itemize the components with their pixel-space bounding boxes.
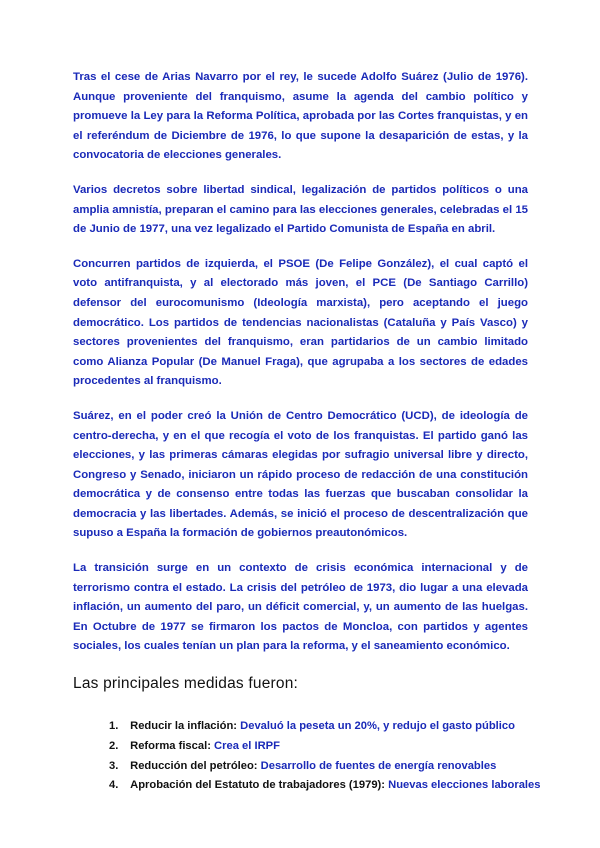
list-item bbox=[109, 757, 528, 777]
list-item-number: 4. bbox=[109, 779, 119, 792]
paragraph-ucd: Suárez, en el poder creó la Unión de Centro Democrático (UCD), de ideología de centro-derecha, y en el que recogía el voto de los franquistas. El partido ganó las elecciones, y las primeras cámaras elegidas por sufragio universal libre y directo, Congreso y Senado, iniciaron un rápido proceso de redacción de una constitución democrática y de consenso entre todas las fuerzas que buscaban consolidar la democracia y las libertades. Además, se inició el proceso de descentralización que supuso a España la formación de gobiernos preautonómicos. bbox=[73, 409, 528, 540]
list-item-number: 3. bbox=[109, 759, 119, 772]
list-item-label: Aprobación del Estatuto de trabajadores (1979): bbox=[130, 779, 385, 792]
list-item bbox=[109, 737, 528, 757]
paragraph-economic-crisis: La transición surge en un contexto de crisis económica internacional y de terrorismo contra el estado. La crisis del petróleo de 1973, dio lugar a una elevada inflación, un aumento del paro, un déficit comercial, y, un aumento de las huelgas. En Octubre de 1977 se firmaron los pactos de Moncloa, con partidos y agentes sociales, los cuales tenían un plan para la reforma, y el saneamiento económico. bbox=[73, 562, 528, 653]
list-item bbox=[109, 717, 528, 737]
list-item-value: Devaluó la peseta un 20%, y redujo el gasto público bbox=[240, 720, 515, 733]
list-item-value: Crea el IRPF bbox=[214, 739, 280, 752]
list-item-number: 1. bbox=[109, 720, 119, 733]
measures-heading: Las principales medidas fueron: bbox=[73, 675, 299, 693]
paragraph-decrees-elections: Varios decretos sobre libertad sindical, legalización de partidos políticos o una amplia amnistía, preparan el camino para las elecciones generales, celebradas el 15 de Junio de 1977, una vez legalizado el Partido Comunista de España en abril. bbox=[73, 183, 528, 236]
list-item-value: Desarrollo de fuentes de energía renovables bbox=[260, 759, 497, 772]
list-item bbox=[109, 776, 541, 796]
paragraph-parties: Concurren partidos de izquierda, el PSOE (De Felipe González), el cual captó el voto antifranquista, y al electorado más joven, el PCE (De Santiago Carrillo) defensor del eurocomunismo (Ideología marxista), pero aceptando el juego democrático. Los partidos de tendencias nacionalistas (Cataluña y País Vasco) y sectores provenientes del franquismo, eran partidarios de un cambio limitado como Alianza Popular (De Manuel Fraga), que agrupaba a los sectores de edades procedentes al franquismo. bbox=[73, 257, 528, 388]
measures-list bbox=[73, 717, 541, 796]
paragraph-suarez-succession: Tras el cese de Arias Navarro por el rey, le sucede Adolfo Suárez (Julio de 1976). Aunque proveniente del franquismo, asume la agenda del cambio político y promueve la Ley para la Reforma Política, aprobada por las Cortes franquistas, y en el referéndum de Diciembre de 1976, lo que supone la desaparición de estas, y la convocatoria de elecciones generales. bbox=[73, 71, 528, 162]
list-item-label: Reducir la inflación: bbox=[130, 720, 238, 733]
list-item-label: Reforma fiscal: bbox=[130, 739, 211, 752]
list-item-value: Nuevas elecciones laborales bbox=[388, 779, 541, 792]
list-item-label: Reducción del petróleo: bbox=[130, 759, 258, 772]
list-item-number: 2. bbox=[109, 739, 119, 752]
